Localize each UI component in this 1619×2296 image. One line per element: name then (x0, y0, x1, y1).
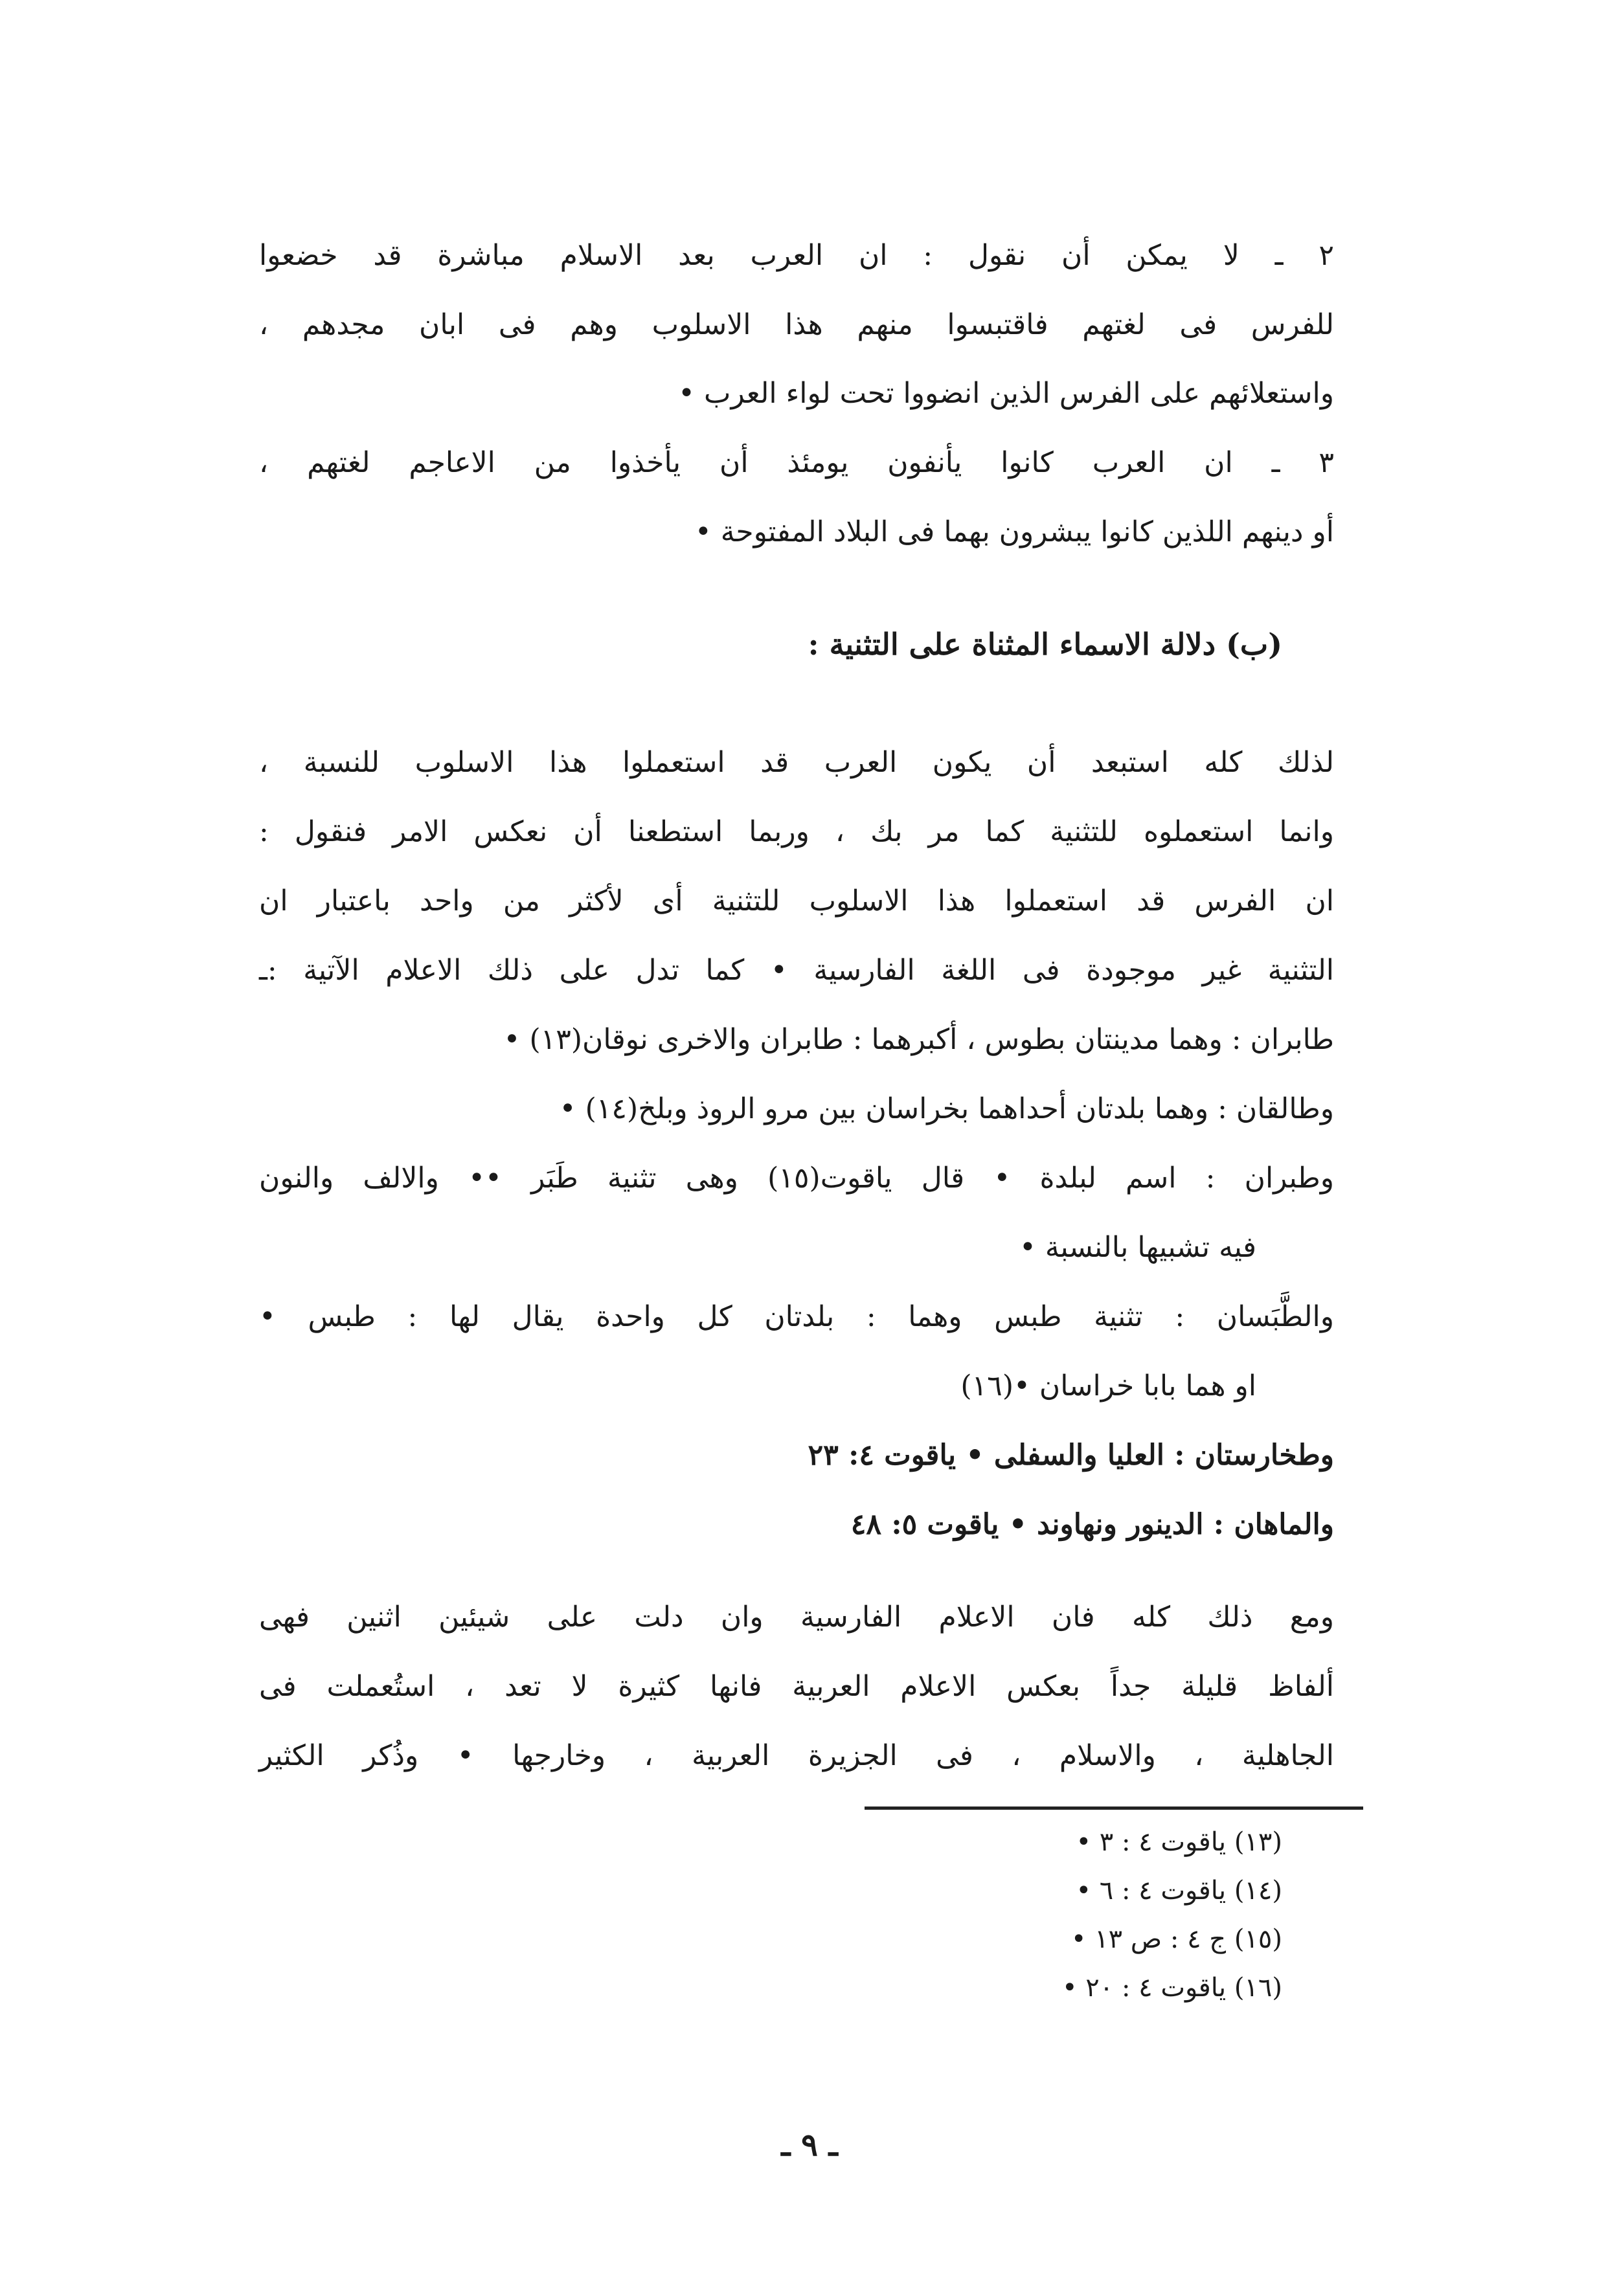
body-line: او هما بابا خراسان •(١٦) (960, 1369, 1256, 1402)
body-line: ومع ذلك كله فان الاعلام الفارسية وان دلت على شيئين اثنين فهى (259, 1601, 1334, 1634)
body-line: ألفاظ قليلة جداً بعكس الاعلام العربية فانها كثيرة لا تعد ، استُعملت فى (259, 1670, 1334, 1703)
body-line: ٣ ـ ان العرب كانوا يأنفون يومئذ أن يأخذوا من الاعاجم لغتهم ، (259, 446, 1334, 479)
body-line: التثنية غير موجودة فى اللغة الفارسية • كما تدل على ذلك الاعلام الآتية :ـ (259, 954, 1334, 987)
footnote: (١٣) ياقوت ٤ : ٣ • (1076, 1827, 1282, 1857)
footnote-divider (865, 1806, 1363, 1810)
body-line: وطخارستان : العليا والسفلى • ياقوت ٤: ٢٣ (808, 1439, 1334, 1472)
body-line: والطَّبَسان : تثنية طبس وهما : بلدتان كل واحدة يقال لها : طبس • (259, 1300, 1334, 1333)
body-line: فيه تشبيها بالنسبة • (1019, 1231, 1256, 1264)
body-line: ٢ ـ لا يمكن أن نقول : ان العرب بعد الاسلام مباشرة قد خضعوا (259, 239, 1334, 272)
footnote: (١٥) ج ٤ : ص ١٣ • (1070, 1924, 1282, 1954)
body-line: الجاهلية ، والاسلام ، فى الجزيرة العربية ، وخارجها • وذُكر الكثير (259, 1739, 1334, 1772)
body-line: وطالقان : وهما بلدتان أحداهما بخراسان بين مرو الروذ وبلخ(١٤) • (559, 1092, 1334, 1125)
body-line: وطبران : اسم لبلدة • قال ياقوت(١٥) وهى تثنية طَبَر •• والالف والنون (259, 1162, 1334, 1195)
body-line: لذلك كله استبعد أن يكون العرب قد استعملوا هذا الاسلوب للنسبة ، (259, 746, 1334, 779)
section-heading: (ب) دلالة الاسماء المثناة على التثنية : (808, 627, 1282, 662)
body-line: واستعلائهم على الفرس الذين انضووا تحت لواء العرب • (678, 377, 1334, 410)
body-line: للفرس فى لغتهم فاقتبسوا منهم هذا الاسلوب وهم فى ابان مجدهم ، (259, 308, 1334, 341)
body-line: أو دينهم اللذين كانوا يبشرون بهما فى البلاد المفتوحة • (694, 515, 1334, 548)
body-line: ان الفرس قد استعملوا هذا الاسلوب للتثنية أى لأكثر من واحد باعتبار ان (259, 884, 1334, 917)
footnote: (١٤) ياقوت ٤ : ٦ • (1076, 1876, 1282, 1906)
body-line: والماهان : الدينور ونهاوند • ياقوت ٥: ٤٨ (850, 1508, 1334, 1541)
body-line: طابران : وهما مدينتان بطوس ، أكبرهما : طابران والاخرى نوقان(١٣) • (503, 1023, 1334, 1056)
body-line: وانما استعملوه للتثنية كما مر بك ، وربما استطعنا أن نعكس الامر فنقول : (259, 815, 1334, 848)
page-number: ـ ٩ ـ (781, 2127, 838, 2163)
footnote: (١٦) ياقوت ٤ : ٢٠ • (1061, 1973, 1282, 2003)
